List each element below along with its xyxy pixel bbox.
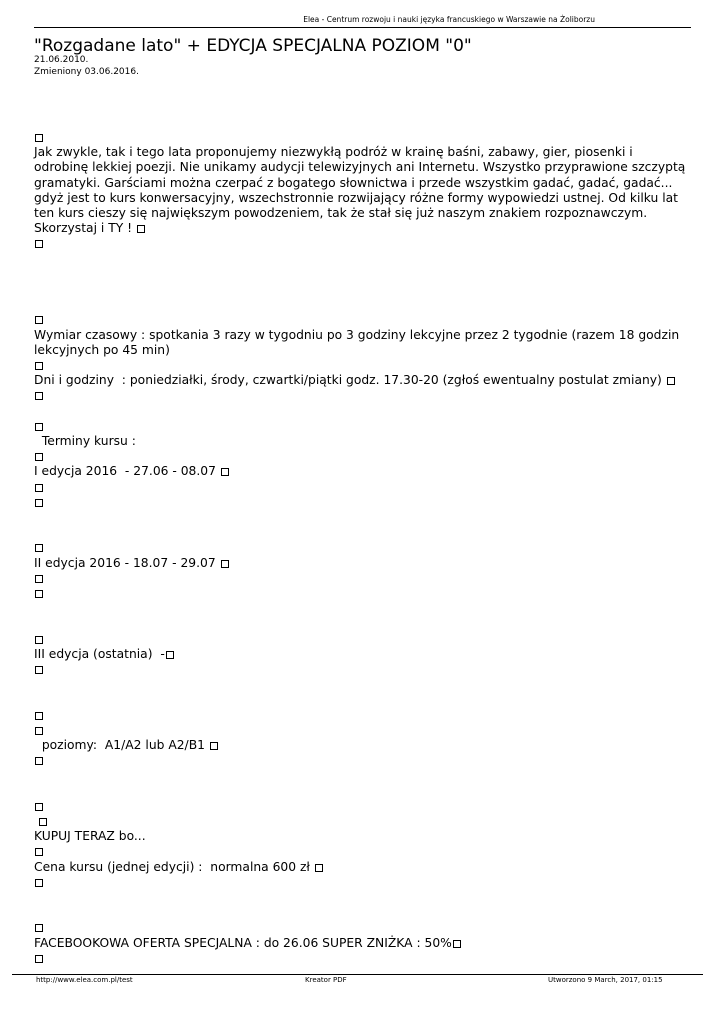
placeholder-box	[35, 879, 43, 887]
placeholder-box	[35, 316, 43, 324]
placeholder-box	[667, 377, 675, 385]
footer-created: Utworzono 9 March, 2017, 01:15	[548, 976, 663, 984]
placeholder-box	[453, 940, 461, 948]
footer-url: http://www.elea.com.pl/test	[36, 976, 133, 984]
published-date: 21.06.2010.	[34, 55, 89, 65]
course-dates-heading: Terminy kursu :	[34, 433, 136, 448]
placeholder-box	[166, 651, 174, 659]
placeholder-box	[35, 240, 43, 248]
placeholder-box	[35, 484, 43, 492]
placeholder-box	[35, 924, 43, 932]
placeholder-box	[39, 818, 47, 826]
course-price: Cena kursu (jednej edycji) : normalna 600 zł	[34, 860, 689, 875]
modified-date: Zmieniony 03.06.2016.	[34, 67, 139, 77]
placeholder-box	[315, 864, 323, 872]
placeholder-box	[35, 134, 43, 142]
placeholder-box	[35, 712, 43, 720]
site-header: Elea - Centrum rozwoju i nauki języka francuskiego w Warszawie na Żoliborzu	[303, 15, 595, 24]
placeholder-box	[35, 803, 43, 811]
placeholder-box	[35, 666, 43, 674]
intro-paragraph: Jak zwykle, tak i tego lata proponujemy niezwykłą podróż w krainę baśni, zabawy, gier, piosenki i odrobinę lekkiej poezji. Nie unikamy audycji telewizyjnych ani Internetu. Wszystko przyprawione szczyptą gramatyki. Garściami można czerpać z bogatego słownictwa i przede wszystkim gadać, gadać, gadać... gdyż jest to kurs konwersacyjny, wszechstronnie rozwijający różne formy wypowiedzi ustnej. Od kilku lat ten kurs cieszy się największym powodzeniem, tak że stał się już naszym znakiem rozpoznawczym. Skorzystaj i TY !	[34, 145, 690, 236]
placeholder-box	[35, 575, 43, 583]
placeholder-box	[35, 955, 43, 963]
placeholder-box	[210, 742, 218, 750]
placeholder-box	[35, 727, 43, 735]
placeholder-box	[35, 362, 43, 370]
buy-now-text: KUPUJ TERAZ bo...	[34, 829, 146, 844]
edition-3: III edycja (ostatnia) -	[34, 647, 689, 662]
facebook-offer: FACEBOOKOWA OFERTA SPECJALNA : do 26.06 SUPER ZNIŻKA : 50%	[34, 936, 689, 951]
course-schedule: Dni i godziny : poniedziałki, środy, czwartki/piątki godz. 17.30-20 (zgłoś ewentualny postulat zmiany)	[34, 373, 689, 388]
placeholder-box	[35, 499, 43, 507]
placeholder-box	[35, 636, 43, 644]
placeholder-box	[35, 423, 43, 431]
edition-2: II edycja 2016 - 18.07 - 29.07	[34, 556, 689, 571]
placeholder-box	[35, 453, 43, 461]
placeholder-box	[137, 225, 145, 233]
footer-generator: Kreator PDF	[305, 976, 347, 984]
footer-rule	[12, 974, 703, 975]
placeholder-box	[35, 544, 43, 552]
placeholder-box	[35, 392, 43, 400]
course-levels: poziomy: A1/A2 lub A2/B1	[34, 738, 689, 753]
article-title: "Rozgadane lato" + EDYCJA SPECJALNA POZIOM "0"	[34, 36, 472, 56]
article-body	[34, 130, 689, 966]
header-rule	[34, 27, 691, 28]
placeholder-box	[221, 468, 229, 476]
course-duration: Wymiar czasowy : spotkania 3 razy w tygodniu po 3 godziny lekcyjne przez 2 tygodnie (razem 18 godzin lekcyjnych po 45 min)	[34, 327, 684, 357]
placeholder-box	[221, 560, 229, 568]
placeholder-box	[35, 590, 43, 598]
edition-1: I edycja 2016 - 27.06 - 08.07	[34, 464, 689, 479]
placeholder-box	[35, 848, 43, 856]
placeholder-box	[35, 757, 43, 765]
